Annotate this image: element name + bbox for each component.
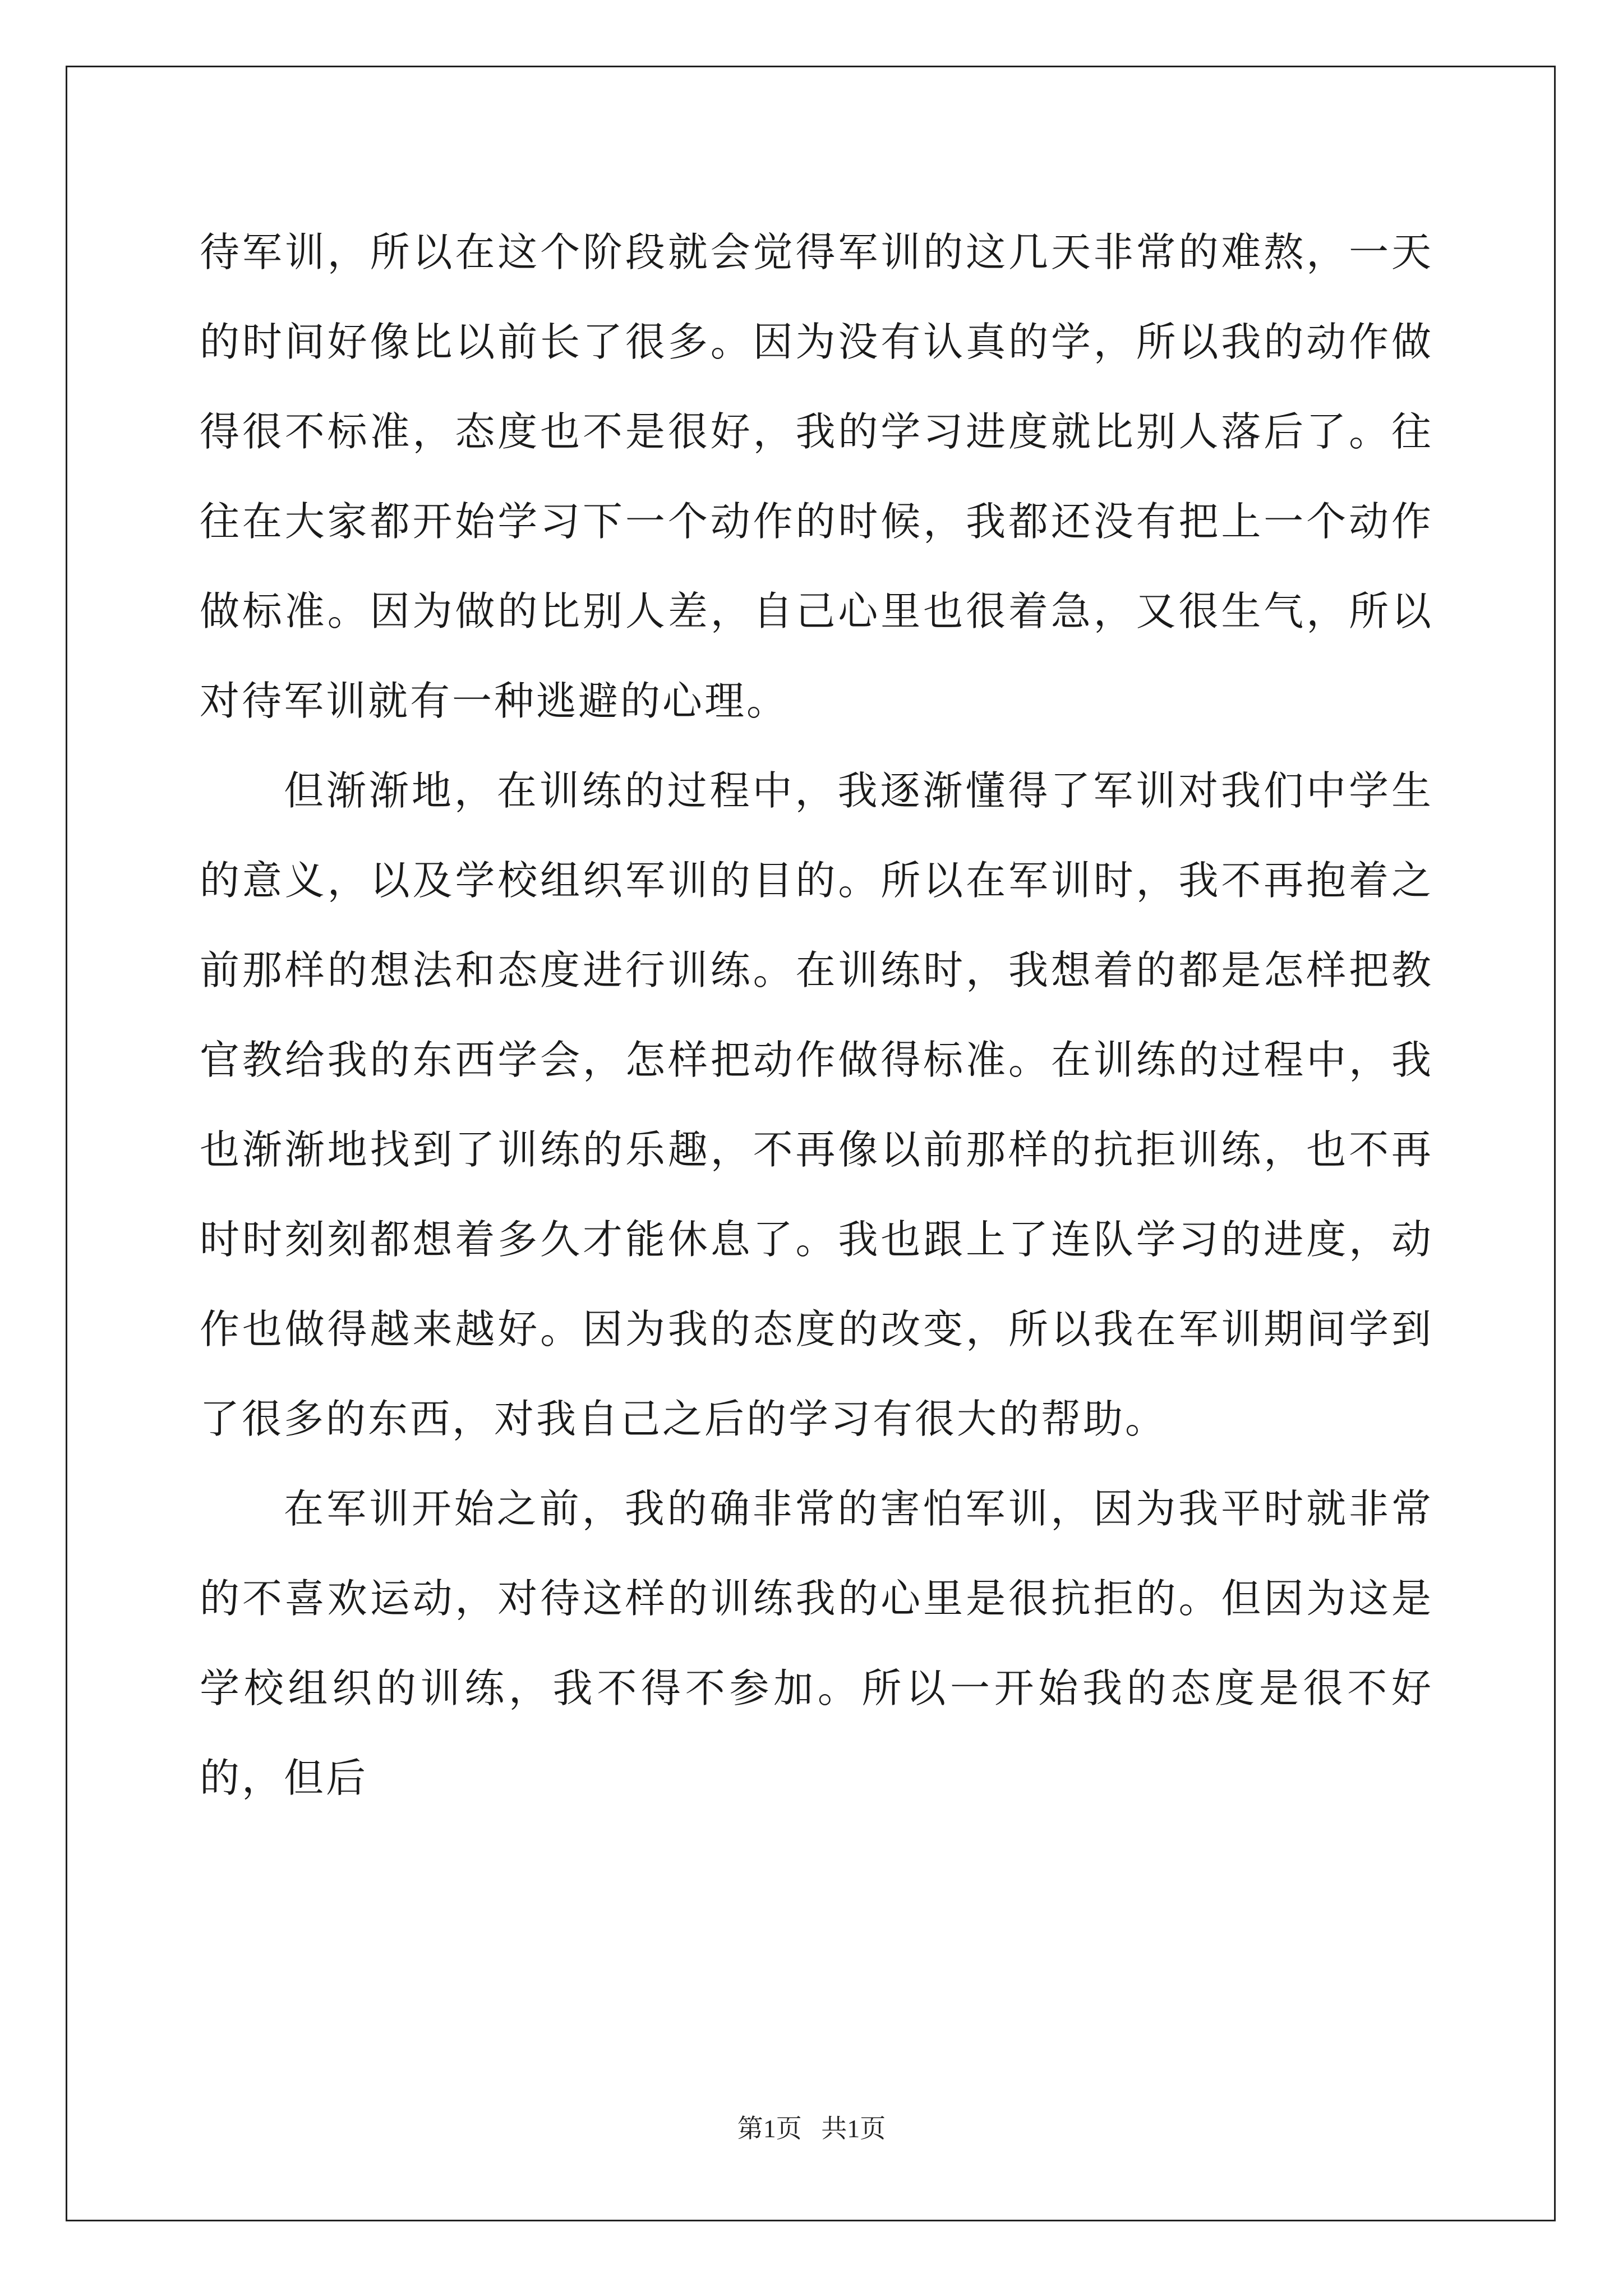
page-number: 第1页	[737, 2114, 802, 2143]
paragraph-1: 待军训，所以在这个阶段就会觉得军训的这几天非常的难熬，一天的时间好像比以前长了很多。因为没有认真的学，所以我的动作做得很不标准，态度也不是很好，我的学习进度就比别人落后了。往往在大家都开始学习下一个动作的时候，我都还没有把上一个动作做标准。因为做的比别人差，自己心里也很着急，又很生气，所以对待军训就有一种逃避的心理。	[200, 229, 1433, 724]
paragraph-3: 在军训开始之前，我的确非常的害怕军训，因为我平时就非常的不喜欢运动，对待这样的训练我的心里是很抗拒的。但因为这是学校组织的训练，我不得不参加。所以一开始我的态度是很不好的，但后	[200, 1485, 1433, 1801]
document-body	[200, 208, 1433, 1823]
page-footer	[0, 2108, 1623, 2145]
page-total: 共1页	[821, 2114, 886, 2143]
paragraph-2: 但渐渐地，在训练的过程中，我逐渐懂得了军训对我们中学生的意义，以及学校组织军训的目的。所以在军训时，我不再抱着之前那样的想法和态度进行训练。在训练时，我想着的都是怎样把教官教给我的东西学会，怎样把动作做得标准。在训练的过程中，我也渐渐地找到了训练的乐趣，不再像以前那样的抗拒训练，也不再时时刻刻都想着多久才能休息了。我也跟上了连队学习的进度，动作也做得越来越好。因为我的态度的改变，所以我在军训期间学到了很多的东西，对我自己之后的学习有很大的帮助。	[200, 767, 1433, 1442]
